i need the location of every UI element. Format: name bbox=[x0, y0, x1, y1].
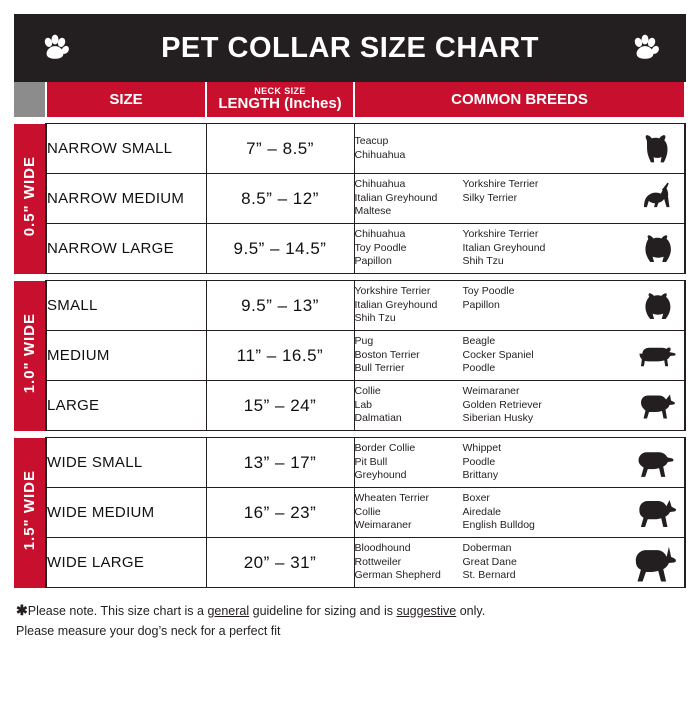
cell-breeds bbox=[354, 224, 685, 274]
paw-icon bbox=[40, 33, 70, 63]
group-label-0-5-wide bbox=[14, 124, 46, 274]
dog-silhouette-labrador bbox=[628, 445, 684, 481]
breed-item: Beagle bbox=[462, 335, 496, 348]
cell-breeds bbox=[354, 331, 685, 381]
group-label-1-0-wide bbox=[14, 281, 46, 431]
table-row bbox=[14, 438, 685, 488]
table-row bbox=[14, 381, 685, 431]
breed-item: Italian Greyhound bbox=[354, 298, 438, 311]
breed-column-2 bbox=[463, 285, 573, 325]
dog-silhouette-boxer bbox=[628, 494, 684, 532]
breed-item: Great Dane bbox=[462, 555, 517, 568]
cell-length: 9.5” – 13” bbox=[206, 281, 354, 331]
breed-item: Pit Bull bbox=[354, 455, 388, 468]
cell-length: 9.5” – 14.5” bbox=[206, 224, 354, 274]
breed-item: Siberian Husky bbox=[462, 412, 534, 425]
breed-item: Papillon bbox=[462, 298, 500, 311]
breed-item: Airedale bbox=[462, 505, 502, 518]
breed-item: Papillon bbox=[354, 255, 392, 268]
breed-column-2 bbox=[463, 442, 573, 482]
breed-item: Poodle bbox=[462, 455, 496, 468]
breed-item: Weimaraner bbox=[354, 519, 412, 532]
footer-note-underline-general: general bbox=[207, 604, 250, 618]
table-row bbox=[14, 124, 685, 174]
size-chart-table bbox=[14, 82, 686, 588]
breed-column-1 bbox=[355, 135, 463, 162]
breed-item: Chihuahua bbox=[354, 178, 406, 191]
breed-column-1 bbox=[355, 385, 463, 425]
footer-note-text-b: guideline for sizing and is bbox=[249, 604, 397, 618]
breed-column-1 bbox=[355, 335, 463, 375]
breed-item: Cocker Spaniel bbox=[462, 348, 534, 361]
breed-column-2 bbox=[463, 542, 573, 582]
breed-column-2 bbox=[463, 335, 573, 375]
dog-silhouette-beagle bbox=[628, 339, 684, 373]
paw-icon bbox=[630, 33, 660, 63]
cell-size: LARGE bbox=[46, 381, 206, 431]
cell-length: 8.5” – 12” bbox=[206, 174, 354, 224]
cell-length: 13” – 17” bbox=[206, 438, 354, 488]
row-spacer bbox=[14, 431, 685, 438]
chart-header bbox=[14, 14, 686, 82]
breed-item: Boxer bbox=[462, 492, 490, 505]
breed-column-1 bbox=[355, 285, 463, 325]
footer-note-text-c: only. bbox=[456, 604, 486, 618]
cell-breeds bbox=[354, 174, 685, 224]
column-header-length-sub: NECK SIZE bbox=[254, 85, 306, 96]
page-title: PET COLLAR SIZE CHART bbox=[161, 31, 539, 64]
dog-silhouette-doberman bbox=[628, 542, 684, 584]
breed-item: Silky Terrier bbox=[462, 191, 518, 204]
table-header-row bbox=[14, 82, 685, 117]
cell-length: 11” – 16.5” bbox=[206, 331, 354, 381]
cell-size: SMALL bbox=[46, 281, 206, 331]
breed-item: Chihuahua bbox=[354, 228, 406, 241]
breed-item: Weimaraner bbox=[462, 385, 520, 398]
dog-silhouette-yorkie bbox=[628, 132, 684, 166]
breed-item: St. Bernard bbox=[462, 569, 516, 582]
table-row bbox=[14, 224, 685, 274]
breed-column-2 bbox=[463, 492, 573, 532]
breed-column-2 bbox=[463, 135, 573, 162]
breed-item: Yorkshire Terrier bbox=[462, 178, 539, 191]
breed-item: Wheaten Terrier bbox=[354, 492, 430, 505]
table-row bbox=[14, 281, 685, 331]
breed-item: English Bulldog bbox=[462, 519, 535, 532]
dog-silhouette-shih-tzu bbox=[628, 289, 684, 323]
asterisk-icon: ✱ bbox=[16, 602, 28, 618]
footer-note-line1 bbox=[16, 600, 684, 622]
breed-item: Whippet bbox=[462, 442, 502, 455]
cell-size: MEDIUM bbox=[46, 331, 206, 381]
breed-column-1 bbox=[355, 442, 463, 482]
cell-size: WIDE MEDIUM bbox=[46, 488, 206, 538]
breed-item: Dalmatian bbox=[354, 412, 402, 425]
row-spacer bbox=[14, 274, 685, 281]
table-row bbox=[14, 174, 685, 224]
breed-item: Greyhound bbox=[354, 469, 407, 482]
breed-item: Toy Poodle bbox=[354, 241, 407, 254]
breed-item: German Shepherd bbox=[354, 569, 441, 582]
breed-item: Rottweiler bbox=[354, 555, 402, 568]
group-label-text: 1.0" WIDE bbox=[21, 312, 38, 394]
breed-item: Maltese bbox=[354, 205, 392, 218]
cell-size: NARROW MEDIUM bbox=[46, 174, 206, 224]
cell-length: 20” – 31” bbox=[206, 538, 354, 588]
cell-breeds bbox=[354, 124, 685, 174]
breed-item: Italian Greyhound bbox=[354, 191, 438, 204]
breed-item: Shih Tzu bbox=[354, 312, 396, 325]
breed-item: Italian Greyhound bbox=[462, 241, 546, 254]
cell-breeds bbox=[354, 488, 685, 538]
cell-length: 7” – 8.5” bbox=[206, 124, 354, 174]
size-chart-page bbox=[0, 14, 700, 714]
cell-length: 15” – 24” bbox=[206, 381, 354, 431]
breed-column-1 bbox=[355, 542, 463, 582]
cell-length: 16” – 23” bbox=[206, 488, 354, 538]
column-header-breeds: COMMON BREEDS bbox=[354, 82, 685, 117]
group-label-text: 1.5" WIDE bbox=[21, 469, 38, 551]
breed-column-2 bbox=[463, 228, 573, 268]
cell-size: WIDE SMALL bbox=[46, 438, 206, 488]
table-row bbox=[14, 538, 685, 588]
breed-item: Collie bbox=[354, 385, 381, 398]
breed-column-1 bbox=[355, 178, 463, 218]
breed-item: Golden Retriever bbox=[462, 398, 542, 411]
breed-item: Yorkshire Terrier bbox=[462, 228, 539, 241]
breed-item: Doberman bbox=[462, 542, 512, 555]
breed-column-2 bbox=[463, 178, 573, 218]
cell-breeds bbox=[354, 438, 685, 488]
cell-breeds bbox=[354, 381, 685, 431]
breed-item: Boston Terrier bbox=[354, 348, 420, 361]
breed-item: Shih Tzu bbox=[462, 255, 504, 268]
breed-item: Yorkshire Terrier bbox=[354, 285, 431, 298]
breed-item: Bloodhound bbox=[354, 542, 411, 555]
breed-column-1 bbox=[355, 492, 463, 532]
dog-silhouette-pomeranian bbox=[628, 232, 684, 266]
cell-size: WIDE LARGE bbox=[46, 538, 206, 588]
breed-column-1 bbox=[355, 228, 463, 268]
table-row bbox=[14, 488, 685, 538]
cell-size: NARROW SMALL bbox=[46, 124, 206, 174]
cell-breeds bbox=[354, 281, 685, 331]
breed-item: Collie bbox=[354, 505, 381, 518]
footer-note-text-a: Please note. This size chart is a bbox=[27, 604, 208, 618]
cell-breeds bbox=[354, 538, 685, 588]
table-row bbox=[14, 331, 685, 381]
breed-column-2 bbox=[463, 385, 573, 425]
breed-item: Border Collie bbox=[354, 442, 416, 455]
group-label-text: 0.5" WIDE bbox=[21, 155, 38, 237]
cell-size: NARROW LARGE bbox=[46, 224, 206, 274]
breed-item: Poodle bbox=[462, 362, 496, 375]
breed-item: Bull Terrier bbox=[354, 362, 405, 375]
breed-item: Lab bbox=[354, 398, 373, 411]
footer-note-line2: Please measure your dog’s neck for a perfect fit bbox=[16, 623, 281, 638]
breed-item: Toy Poodle bbox=[462, 285, 515, 298]
column-header-length-main: LENGTH (Inches) bbox=[218, 95, 342, 113]
group-label-1-5-wide bbox=[14, 438, 46, 588]
table-corner-cell bbox=[14, 82, 46, 117]
footer-note-underline-suggestive: suggestive bbox=[396, 604, 457, 618]
breed-item: Teacup bbox=[354, 135, 389, 148]
footer-note bbox=[16, 600, 684, 641]
dog-silhouette-husky bbox=[628, 388, 684, 424]
breed-item: Brittany bbox=[462, 469, 499, 482]
dog-silhouette-chihuahua bbox=[628, 182, 684, 216]
breed-item: Pug bbox=[354, 335, 374, 348]
column-header-size: SIZE bbox=[46, 82, 206, 117]
column-header-length bbox=[206, 82, 354, 117]
breed-item: Chihuahua bbox=[354, 148, 406, 161]
